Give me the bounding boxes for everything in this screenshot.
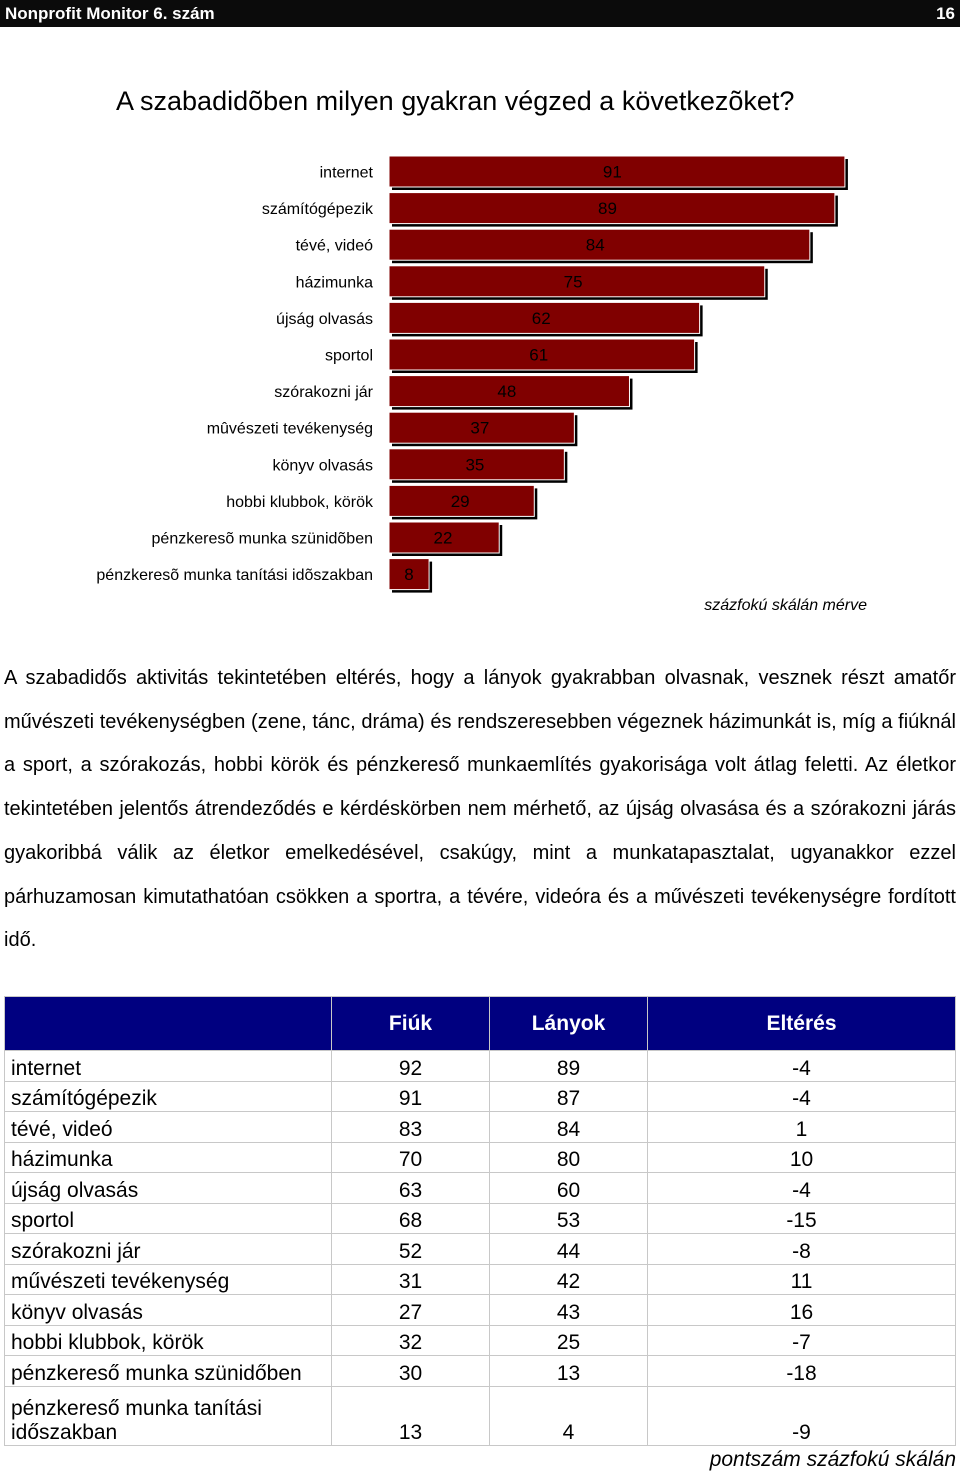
page-number: 16: [936, 4, 955, 23]
chart-scale-note: százfokú skálán mérve: [704, 597, 867, 614]
table-row-label: házimunka: [5, 1142, 332, 1173]
table-cell: 83: [332, 1112, 490, 1143]
table-row-label: pénzkereső munka tanítási időszakban: [5, 1386, 332, 1445]
chart-title: A szabadidõben milyen gyakran végzed a következõket?: [116, 86, 795, 116]
table-header-lanyok: Lányok: [490, 997, 648, 1051]
table-row: [5, 1142, 956, 1173]
table-header-empty: [5, 997, 332, 1051]
table-row: [5, 1356, 956, 1387]
category-label: pénzkeresõ munka szünidõben: [151, 530, 373, 548]
table-cell: -8: [648, 1234, 956, 1265]
table-row-label: szórakozni jár: [5, 1234, 332, 1265]
table-cell: -4: [648, 1173, 956, 1204]
table-row-label: újság olvasás: [5, 1173, 332, 1204]
table-cell: 27: [332, 1295, 490, 1326]
table-cell: -18: [648, 1356, 956, 1387]
table-cell: 42: [490, 1264, 648, 1295]
category-label: újság olvasás: [276, 310, 373, 328]
table-row-label: internet: [5, 1051, 332, 1082]
table-cell: 70: [332, 1142, 490, 1173]
table-row-label: könyv olvasás: [5, 1295, 332, 1326]
table-cell: -7: [648, 1325, 956, 1356]
table-cell: 10: [648, 1142, 956, 1173]
table-cell: 80: [490, 1142, 648, 1173]
table-row: [5, 1234, 956, 1265]
table-cell: 25: [490, 1325, 648, 1356]
table-cell: 44: [490, 1234, 648, 1265]
table-cell: 63: [332, 1173, 490, 1204]
category-label: számítógépezik: [261, 201, 373, 219]
data-label: 37: [470, 418, 490, 438]
body-paragraph: A szabadidős aktivitás tekintetében eltérés, hogy a lányok gyakrabban olvasnak, vesznek részt amatőr művészeti tevékenységben (zene, tánc, dráma) és rendszeresebben végeznek házimunkát is, míg a fiúknál a sport, a szórakozás, hobbi körök és pénzkereső munkaemlítés gyakorisága volt átlag feletti. Az életkor tekintetében jelentős átrendeződés e kérdéskörben nem mérhető, az újság olvasása és a szórakozni járás gyakoribbá válik az életkor emelkedésével, csakúgy, mint a munkatapasztalat, ugyanakkor ezzel párhuzamosan kimutathatóan csökken a sportra, a tévére, videóra és a művészeti tevékenységre fordított idő.: [4, 667, 956, 952]
data-label: 89: [598, 199, 617, 219]
table-cell: 91: [332, 1081, 490, 1112]
table-cell: 53: [490, 1203, 648, 1234]
table-cell: 87: [490, 1081, 648, 1112]
table-row: [5, 1325, 956, 1356]
data-label: 91: [602, 162, 622, 182]
data-label: 62: [531, 308, 551, 328]
table-cell: -4: [648, 1051, 956, 1082]
category-label: házimunka: [295, 274, 373, 292]
data-label: 61: [529, 345, 549, 365]
table-cell: 1: [648, 1112, 956, 1143]
table-cell: 92: [332, 1051, 490, 1082]
table-cell: 43: [490, 1295, 648, 1326]
table-cell: -9: [648, 1386, 956, 1445]
table-cell: -4: [648, 1081, 956, 1112]
category-label: könyv olvasás: [272, 457, 373, 475]
table-cell: 30: [332, 1356, 490, 1387]
category-label: mûvészeti tevékenység: [206, 420, 373, 438]
table-cell: 32: [332, 1325, 490, 1356]
category-label: tévé, videó: [295, 237, 373, 255]
table-row: [5, 1203, 956, 1234]
table-cell: 16: [648, 1295, 956, 1326]
table-row-label: számítógépezik: [5, 1081, 332, 1112]
table-header-fiuk: Fiúk: [332, 997, 490, 1051]
table-cell: 11: [648, 1264, 956, 1295]
table-footnote: pontszám százfokú skálán: [709, 1448, 956, 1471]
comparison-table: [4, 996, 956, 1446]
table-cell: 84: [490, 1112, 648, 1143]
category-label: hobbi klubbok, körök: [226, 493, 373, 511]
table-row: [5, 1264, 956, 1295]
table-row-label: tévé, videó: [5, 1112, 332, 1143]
table-row-label: pénzkereső munka szünidőben: [5, 1356, 332, 1387]
data-label: 84: [585, 235, 605, 255]
publication-name: Nonprofit Monitor 6. szám: [5, 4, 215, 23]
category-label: pénzkeresõ munka tanítási idõszakban: [96, 567, 373, 585]
data-label: 75: [563, 272, 583, 292]
table-cell: 89: [490, 1051, 648, 1082]
table-cell: -15: [648, 1203, 956, 1234]
table-row-label: sportol: [5, 1203, 332, 1234]
category-label: szórakozni jár: [274, 384, 373, 402]
table-cell: 4: [490, 1386, 648, 1445]
table-row-label: hobbi klubbok, körök: [5, 1325, 332, 1356]
table-row: [5, 1112, 956, 1143]
bar-chart: [0, 150, 960, 595]
table-cell: 60: [490, 1173, 648, 1204]
category-label: internet: [319, 164, 373, 182]
table-row: [5, 1051, 956, 1082]
data-label: 29: [450, 491, 470, 511]
table-cell: 13: [332, 1386, 490, 1445]
table-header-elteres: Eltérés: [648, 997, 956, 1051]
table-row: [5, 1173, 956, 1204]
table-cell: 13: [490, 1356, 648, 1387]
category-label: sportol: [324, 347, 373, 365]
data-label: 35: [465, 455, 485, 475]
table-cell: 52: [332, 1234, 490, 1265]
data-label: 48: [497, 382, 517, 402]
data-label: 22: [433, 528, 453, 548]
table-cell: 68: [332, 1203, 490, 1234]
table-header-row: [5, 997, 956, 1051]
table-row-label: művészeti tevékenység: [5, 1264, 332, 1295]
table-row: [5, 1081, 956, 1112]
page-header: [0, 0, 960, 27]
table-row: [5, 1295, 956, 1326]
table-cell: 31: [332, 1264, 490, 1295]
table-row: [5, 1386, 956, 1445]
data-label: 8: [404, 565, 414, 585]
